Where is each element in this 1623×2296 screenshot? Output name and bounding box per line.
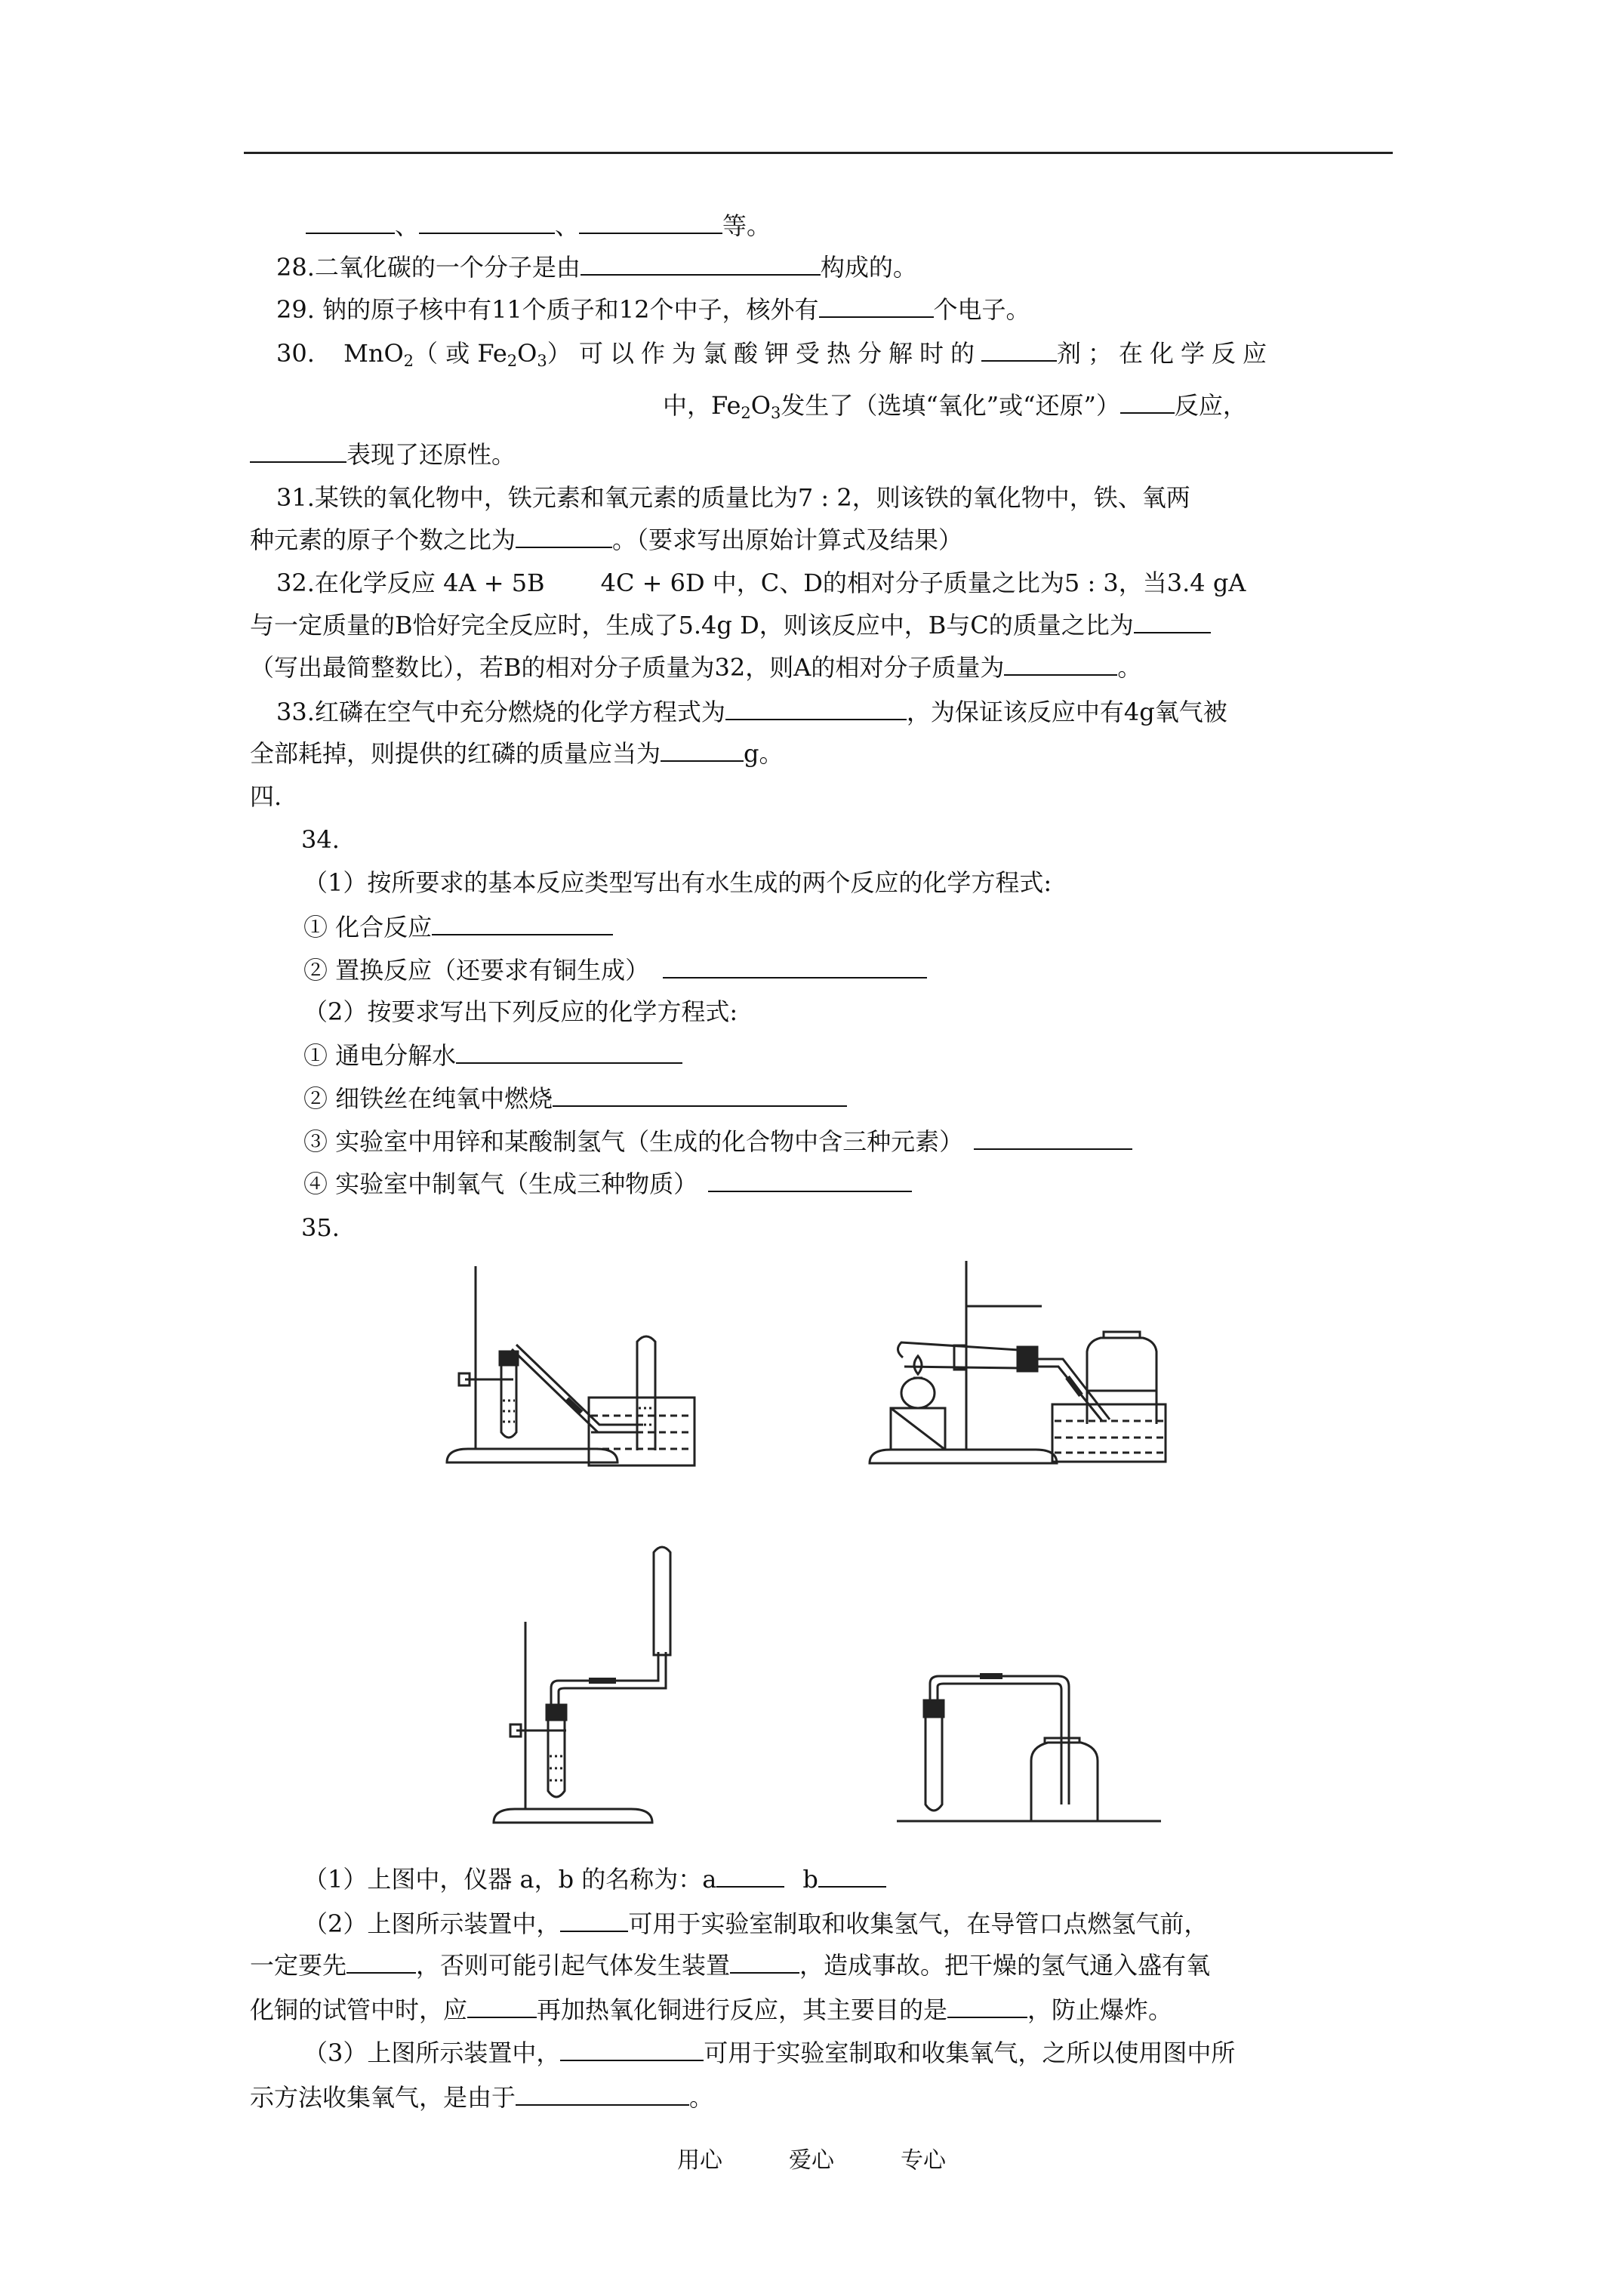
blank — [819, 294, 934, 318]
q34-part1: （1）按所要求的基本反应类型写出有水生成的两个反应的化学方程式: — [303, 868, 1052, 897]
blank — [516, 524, 612, 548]
blank — [708, 1168, 912, 1192]
q34-item: ① 通电分解水 — [303, 1040, 682, 1071]
apparatus-a-diagram — [438, 1257, 785, 1469]
q32-line2: 与一定质量的B恰好完全反应时，生成了5.4g D，则该反应中，B与C的质量之比为 — [250, 609, 1211, 640]
blank — [818, 1863, 886, 1888]
q31-line2: 种元素的原子个数之比为 。（要求写出原始计算式及结果） — [250, 525, 963, 554]
apparatus-c-diagram — [483, 1540, 732, 1827]
section-heading: 四. — [250, 782, 282, 811]
q28-line: 28.二氧化碳的一个分子是由 构成的。 — [276, 253, 917, 282]
blank — [516, 2082, 689, 2106]
blank — [725, 696, 907, 720]
q30-line1: 30. MnO$_2$（ 或 $Fe_2O_3$） 可以作为氯酸钾受热分解时的 剂；在化学反应 — [276, 339, 1273, 370]
blank — [947, 1994, 1027, 2018]
blank — [250, 439, 346, 463]
apparatus-d-diagram — [897, 1653, 1161, 1827]
q35-sub1: （1）上图中，仪器 a，b 的名称为：a b — [303, 1863, 886, 1894]
q34-number: 34. — [301, 825, 340, 854]
q34-item: ④ 实验室中制氧气（生成三种物质） — [303, 1168, 912, 1199]
blank — [716, 1863, 784, 1888]
q35-number: 35. — [301, 1213, 340, 1242]
blank — [467, 1994, 537, 2018]
blank — [1120, 390, 1175, 414]
q35-sub2: （2）上图所示装置中， 可用于实验室制取和收集氢气，在导管口点燃氢气前， — [303, 1909, 1209, 1938]
page-footer: 用心 爱心 专心 — [677, 2147, 946, 2174]
q32-line1: 32.在化学反应 4A + 5B 4C + 6D 中，C、D的相对分子质量之比为5 : 3，当3.4 gA — [276, 569, 1246, 597]
q33-line2: 全部耗掉，则提供的红磷的质量应当为 g。 — [250, 739, 784, 768]
blank — [661, 738, 744, 762]
q32-line3: （写出最简整数比），若B的相对分子质量为32，则A的相对分子质量为 。 — [250, 653, 1142, 682]
blank — [1134, 609, 1211, 633]
q35-sub2c: 化铜的试管中时，应 再加热氧化铜进行反应，其主要目的是 ，防止爆炸。 — [250, 1996, 1173, 2024]
blank — [553, 1083, 847, 1107]
apparatus-b-diagram — [861, 1253, 1178, 1469]
q33-line1: 33.红磷在空气中充分燃烧的化学方程式为 ，为保证该反应中有4g氧气被 — [276, 698, 1227, 726]
q30-line3: 表现了还原性。 — [250, 439, 516, 470]
blank — [663, 954, 927, 978]
q35-sub3: （3）上图所示装置中， 可用于实验室制取和收集氧气，之所以使用图中所 — [303, 2039, 1236, 2067]
q34-part2: （2）按要求写出下列反应的化学方程式: — [303, 997, 738, 1026]
q27-line: 、 、 等。 — [306, 210, 771, 241]
blank — [974, 1126, 1132, 1150]
q34-item: ② 置换反应（还要求有铜生成） — [303, 954, 927, 985]
q30-line2: 中，$Fe_2O_3$发生了（选填“氧化”或“还原”） 反应， — [663, 391, 1247, 422]
blank — [432, 911, 613, 935]
blank — [560, 1908, 628, 1932]
q29-line: 29. 钠的原子核中有11个质子和12个中子，核外有 个电子。 — [276, 295, 1030, 324]
blank — [579, 210, 722, 234]
blank — [981, 337, 1057, 362]
blank — [730, 1949, 799, 1974]
q35-sub3b: 示方法收集氧气，是由于 。 — [250, 2083, 714, 2112]
header-rule — [244, 152, 1393, 154]
blank — [1004, 652, 1117, 676]
q34-item: ② 细铁丝在纯氧中燃烧 — [303, 1083, 847, 1114]
q35-sub2b: 一定要先 ，否则可能引起气体发生装置 ，造成事故。把干燥的氢气通入盛有氧 — [250, 1951, 1211, 1980]
blank — [456, 1040, 682, 1064]
blank — [419, 210, 555, 234]
q34-item: ① 化合反应 — [303, 911, 613, 942]
blank — [306, 210, 395, 234]
q31-line1: 31.某铁的氧化物中，铁元素和氧元素的质量比为7 : 2，则该铁的氧化物中，铁、氧两 — [276, 483, 1190, 512]
blank — [560, 2037, 704, 2061]
blank — [581, 251, 821, 276]
q34-item: ③ 实验室中用锌和某酸制氢气（生成的化合物中含三种元素） — [303, 1126, 1132, 1157]
blank — [346, 1949, 416, 1974]
